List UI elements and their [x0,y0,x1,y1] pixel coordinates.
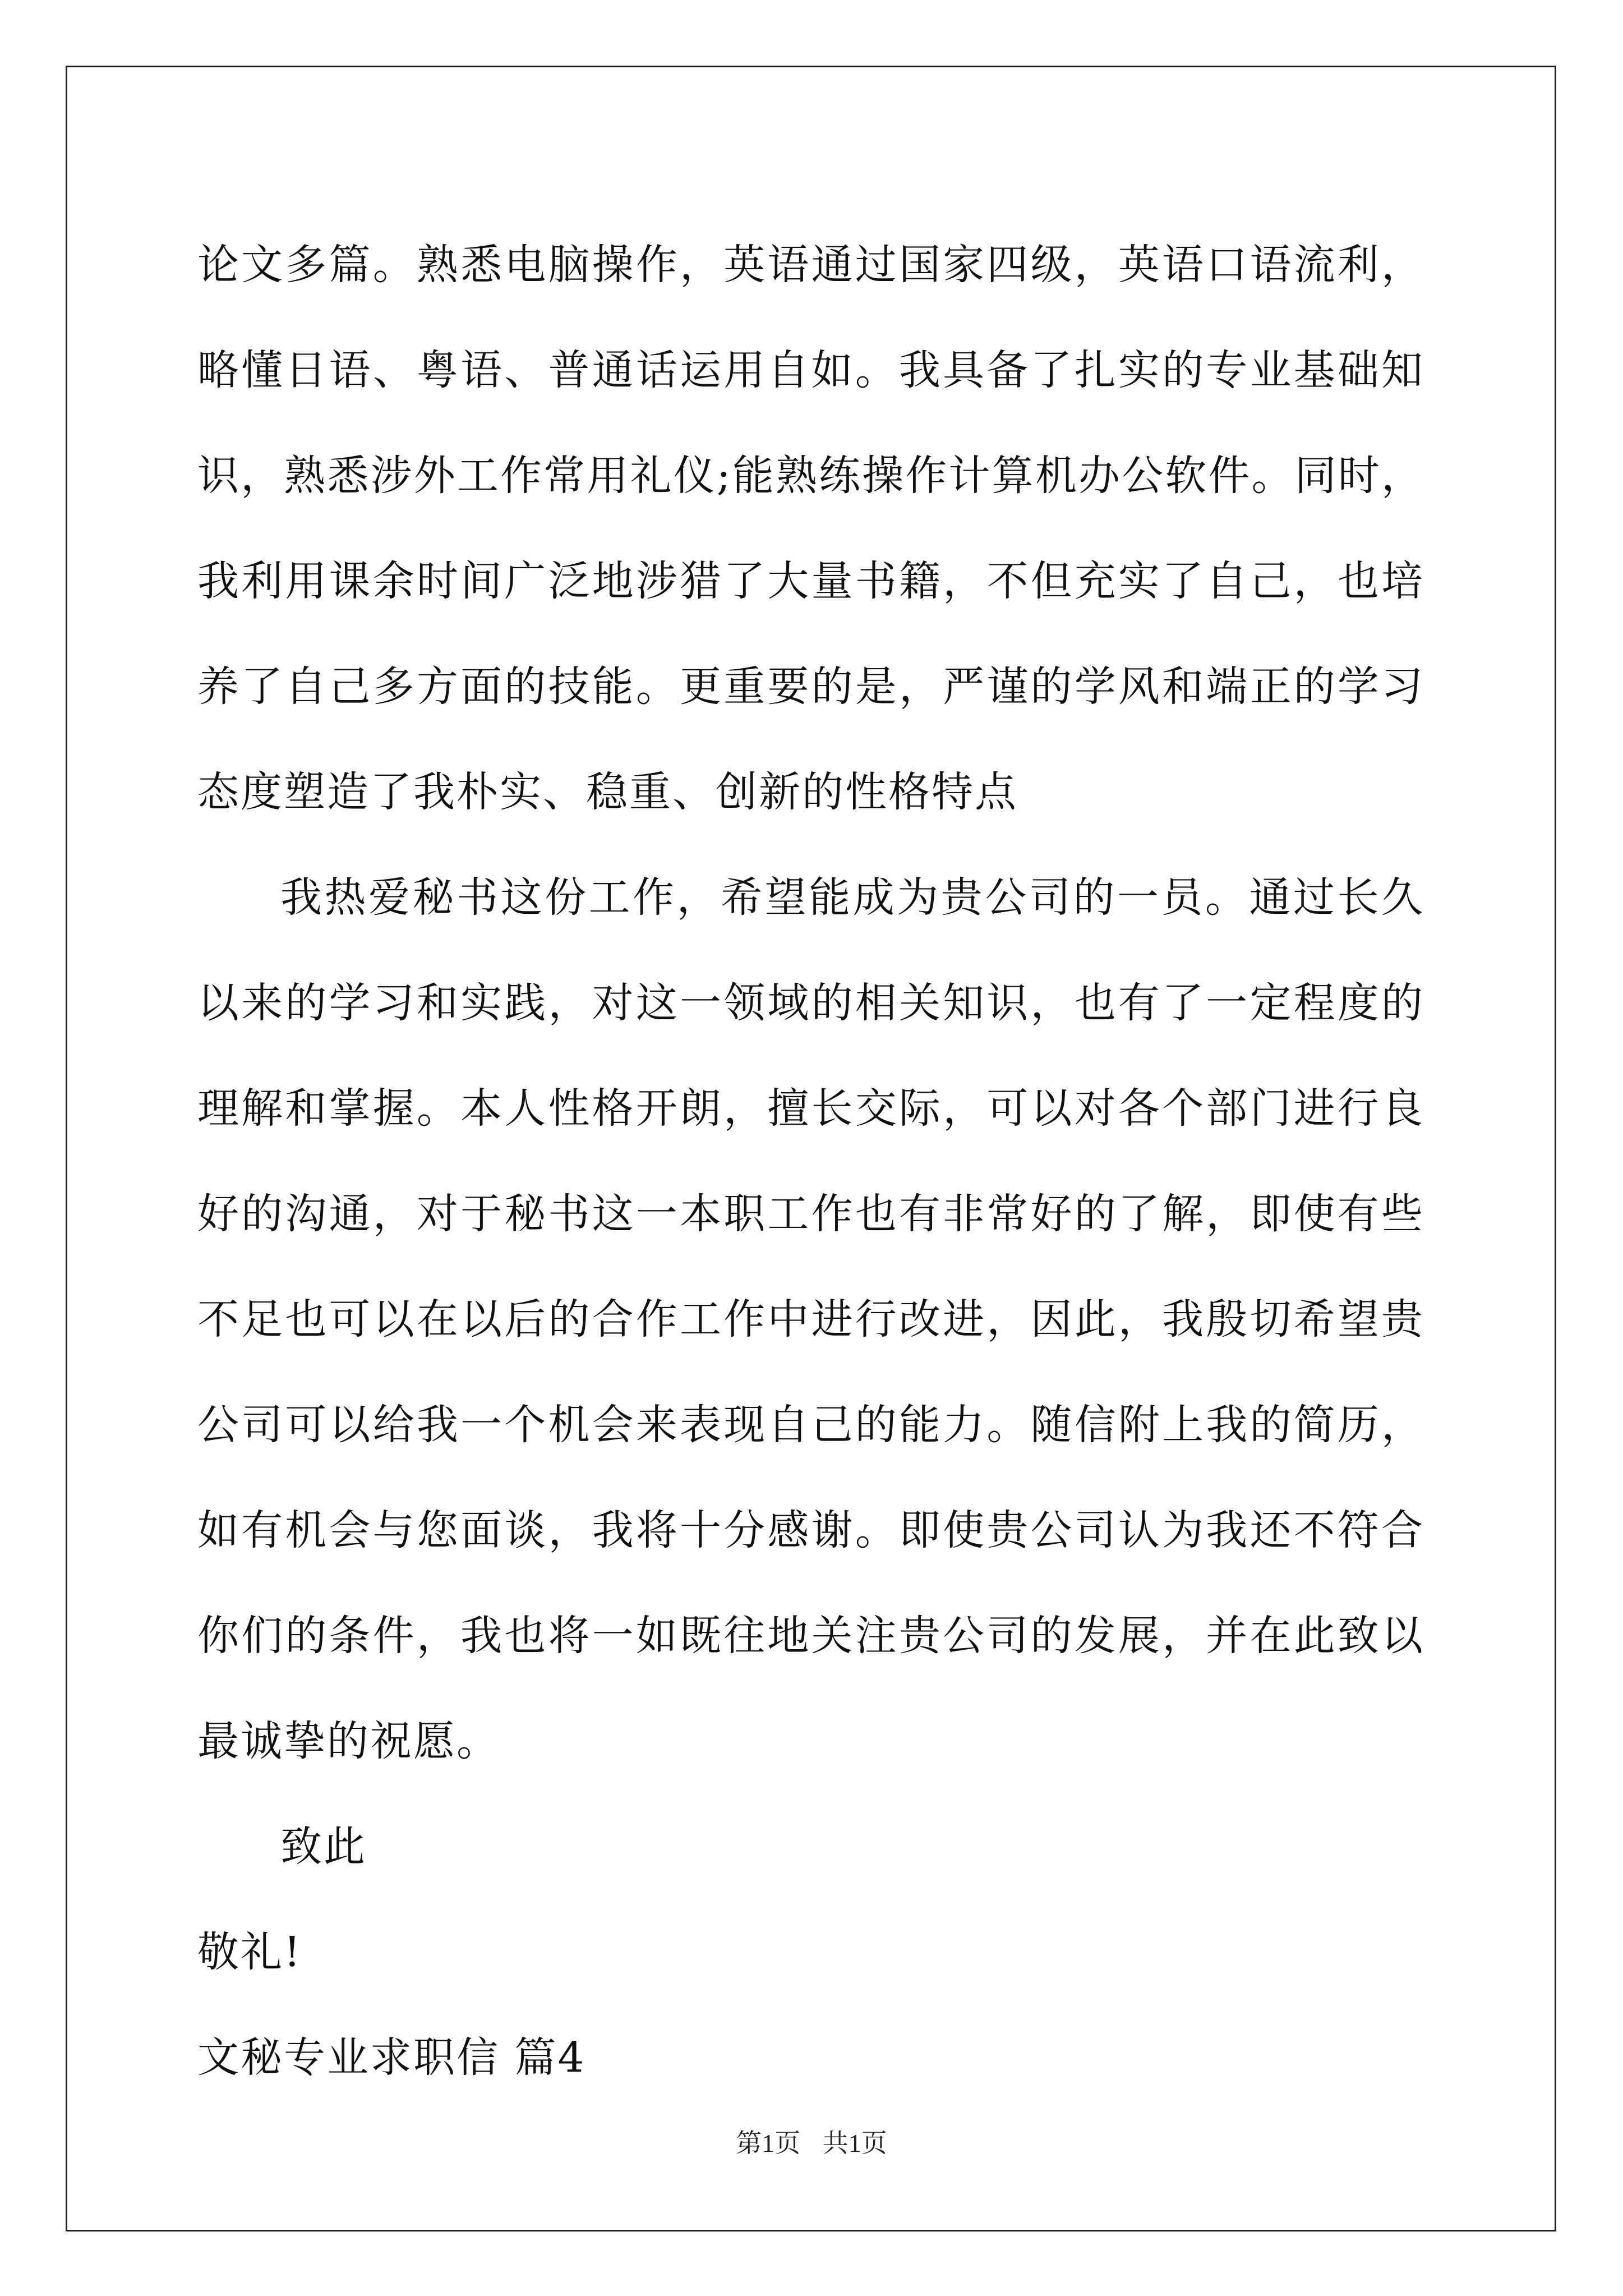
paragraph-qualifications: 论文多篇。熟悉电脑操作，英语通过国家四级，英语口语流利，略懂日语、粤语、普通话运用自如。我具备了扎实的专业基础知识，熟悉涉外工作常用礼仪;能熟练操作计算机办公软件。同时，我利用课余时间广泛地涉猎了大量书籍，不但充实了自己，也培养了自己多方面的技能。更重要的是，严谨的学风和端正的学习态度塑造了我朴实、稳重、创新的性格特点 [197,241,1424,816]
next-letter-heading: 文秘专业求职信 篇4 [197,2033,586,2082]
page-number-total: 共1页 [822,2129,887,2157]
paragraph-motivation: 我热爱秘书这份工作，希望能成为贵公司的一员。通过长久以来的学习和实践，对这一领域的相关知识，也有了一定程度的理解和掌握。本人性格开朗，擅长交际，可以对各个部门进行良好的沟通，对于秘书这一本职工作也有非常好的了解，即使有些不足也可以在以后的合作工作中进行改进，因此，我殷切希望贵公司可以给我一个机会来表现自己的能力。随信附上我的简历，如有机会与您面谈，我将十分感谢。即使贵公司认为我还不符合你们的条件，我也将一如既往地关注贵公司的发展，并在此致以最诚挚的祝愿。 [197,873,1424,1765]
closing-regards: 敬礼! [197,1928,302,1976]
document-body [197,212,1424,2110]
page-footer [0,2123,1623,2160]
page-number-current: 第1页 [736,2129,801,2157]
closing-salutation: 致此 [280,1823,367,1871]
